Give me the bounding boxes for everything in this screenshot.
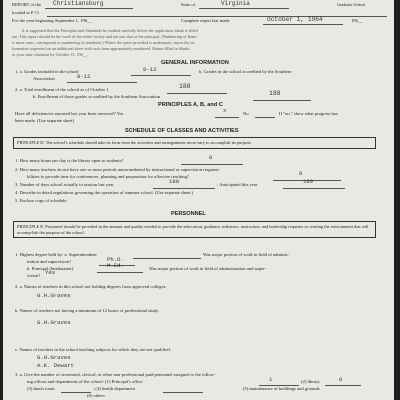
unqualified-teacher-2-value: A.K. Dewart	[37, 362, 74, 369]
personnel-q1-mid: Was major portion of work in field of adminis-	[203, 252, 290, 257]
personnel-heading: PERSONNEL	[171, 211, 206, 217]
grades-accredited-value: 8-12	[77, 73, 91, 80]
general-info-heading: GENERAL INFORMATION	[161, 60, 229, 66]
principle-e-box: PRINCIPLE E: Personnel should be provided in the amount and quality needed to provide the edu-cation, guidance, influence, instruction, and leadership requisite to creating the environment that will accomp-lish the purpose of the school.	[13, 221, 376, 238]
personnel-q1b-cont: vision?	[27, 273, 41, 278]
complete-date: October 1, 1964	[267, 16, 323, 23]
year-suffix: 196__	[351, 18, 363, 23]
intro-line-5: to your state chairman by October 15, 196__.	[12, 52, 88, 57]
grades-included-value: 8-12	[143, 66, 157, 73]
personnel-q3e: ; (4) health department	[93, 386, 135, 391]
schedule-heading: SCHEDULE OF CLASSES AND ACTIVITIES	[125, 128, 239, 134]
personnel-q3b: ing offices and departments of the school: (1) Principal's office	[27, 379, 143, 384]
library-hours-value: 8	[209, 154, 213, 161]
principal-degree-value: M.Ed.	[107, 262, 124, 269]
days-last-year-value: 180	[169, 178, 180, 185]
personnel-q2b: b. Names of teachers not having a minimum of 12 hours of professional study.	[15, 308, 159, 313]
period-label: For the year beginning September 1, 196__	[12, 18, 92, 23]
state-value: Virginia	[221, 0, 250, 7]
schedule-q5: 5. Enclose copy of schedule.	[15, 198, 68, 203]
school-name: Christiansburg	[53, 0, 104, 7]
personnel-q3c: (2) library	[301, 379, 320, 384]
personnel-q3: 3. a. Give the number of secretarial, clerical, or other non-professional paid personnel assigned to the follow-	[15, 372, 216, 377]
intro-line-2: out. This report should be the work of the entire faculty and not just that of the principal. (Numbering of Items	[12, 34, 197, 39]
complete-label: Complete report last made	[181, 18, 230, 23]
personnel-q2a: 2. a. Names of teachers in this school not holding degrees from approved colleges.	[15, 284, 167, 289]
total-enrollment-value: 188	[179, 83, 191, 90]
general-item-1a: 1. a. Grades included in the school	[15, 69, 79, 74]
principal-office-staff-value: 1	[269, 376, 273, 383]
document-page	[3, 0, 394, 400]
general-item-1b: b. Grades in the school accredited by the Southern	[199, 69, 292, 74]
principal-admin-value: Yes	[45, 269, 56, 276]
schedule-q3-mid: ; Anticipated this year	[217, 182, 258, 187]
deficiencies-question: Have all deficiencies reported last year been removed? Yes	[15, 111, 124, 116]
schedule-q2b: bilities to provide time for conferences, planning and preparation for effective teaching?	[27, 174, 189, 179]
principles-abc-heading: PRINCIPLES A, B, and C	[158, 102, 223, 108]
personnel-q3g: (6) others	[87, 393, 105, 398]
personnel-q1-cont: tration and supervision?	[27, 259, 72, 264]
deficiencies-note-2: been made. (Use separate sheet)	[15, 118, 75, 123]
general-item-2a: 2. a. Total enrollment of the school as of October 1	[15, 87, 109, 92]
personnel-q3d: (3) lunch room	[27, 386, 55, 391]
library-staff-value: 0	[339, 376, 343, 383]
principle-d-box: PRINCIPLE D: The school's schedule should take its form from the activities and arrangements neces-sary to accomplish its purpose.	[13, 137, 376, 149]
accredited-enrollment-value: 188	[269, 90, 281, 97]
location-prefix: located at P. O.	[12, 10, 40, 15]
class-label: Graduate School	[337, 2, 366, 7]
personnel-q3f: (5) maintenance of buildings and grounds	[243, 386, 320, 391]
personnel-q1: 1. Highest degree held by: a. Superintendent	[15, 252, 97, 257]
personnel-q2c: c. Names of teachers in the school teaching subjects for which they are not qualified.	[15, 347, 171, 352]
state-label: State of	[181, 2, 196, 7]
schedule-q1: 1. How many hours per day is the library open to students?	[15, 158, 124, 163]
intro-line-1: It is suggested that the Principles and Standards be studied carefully before the application blank is filled	[22, 28, 198, 33]
no-professional-study-teacher-value: G.H.Graves	[37, 319, 71, 326]
days-this-year-value: 180	[303, 178, 314, 185]
general-item-2b: b. Enrollment of those grades accredited by the Southern Association	[33, 94, 161, 99]
general-item-1b-cont: Association	[33, 76, 55, 81]
deficiencies-no-label: No	[243, 111, 249, 116]
report-prefix: REPORT of the	[12, 2, 41, 7]
personnel-q1b-mid: Was major portion of work in field of administration and super-	[149, 266, 266, 271]
personnel-q1b: b. Principal (headmaster)	[27, 266, 74, 271]
schedule-q3: 3. Number of days school actually in session last year	[15, 182, 114, 187]
no-degree-teacher-value: G.H.Graves	[37, 292, 71, 299]
deficiencies-note: If "no," show what progress has	[279, 111, 338, 116]
intro-line-3: is most cases, corresponds to numbering of standards.) Where the space provided is inadequate, report the in-	[12, 40, 196, 45]
unqualified-teacher-1-value: G.H.Graves	[37, 354, 71, 361]
superintendent-degree-value: Ph.D.	[107, 256, 124, 263]
intro-line-4: formation requested on an additional sheet with each item appropriately numbered. Return filled in blanks	[12, 46, 190, 51]
unencumbered-teachers-value: 0	[299, 170, 303, 177]
deficiencies-yes-mark: x	[223, 107, 227, 114]
schedule-q4: 4. Describe in detail regulations governing the operation of summer school. (Use separate sheet.)	[15, 190, 194, 195]
schedule-q2: 2. How many teachers do not have one or more periods unencumbered by instructional or supervision responsi-	[15, 167, 221, 172]
